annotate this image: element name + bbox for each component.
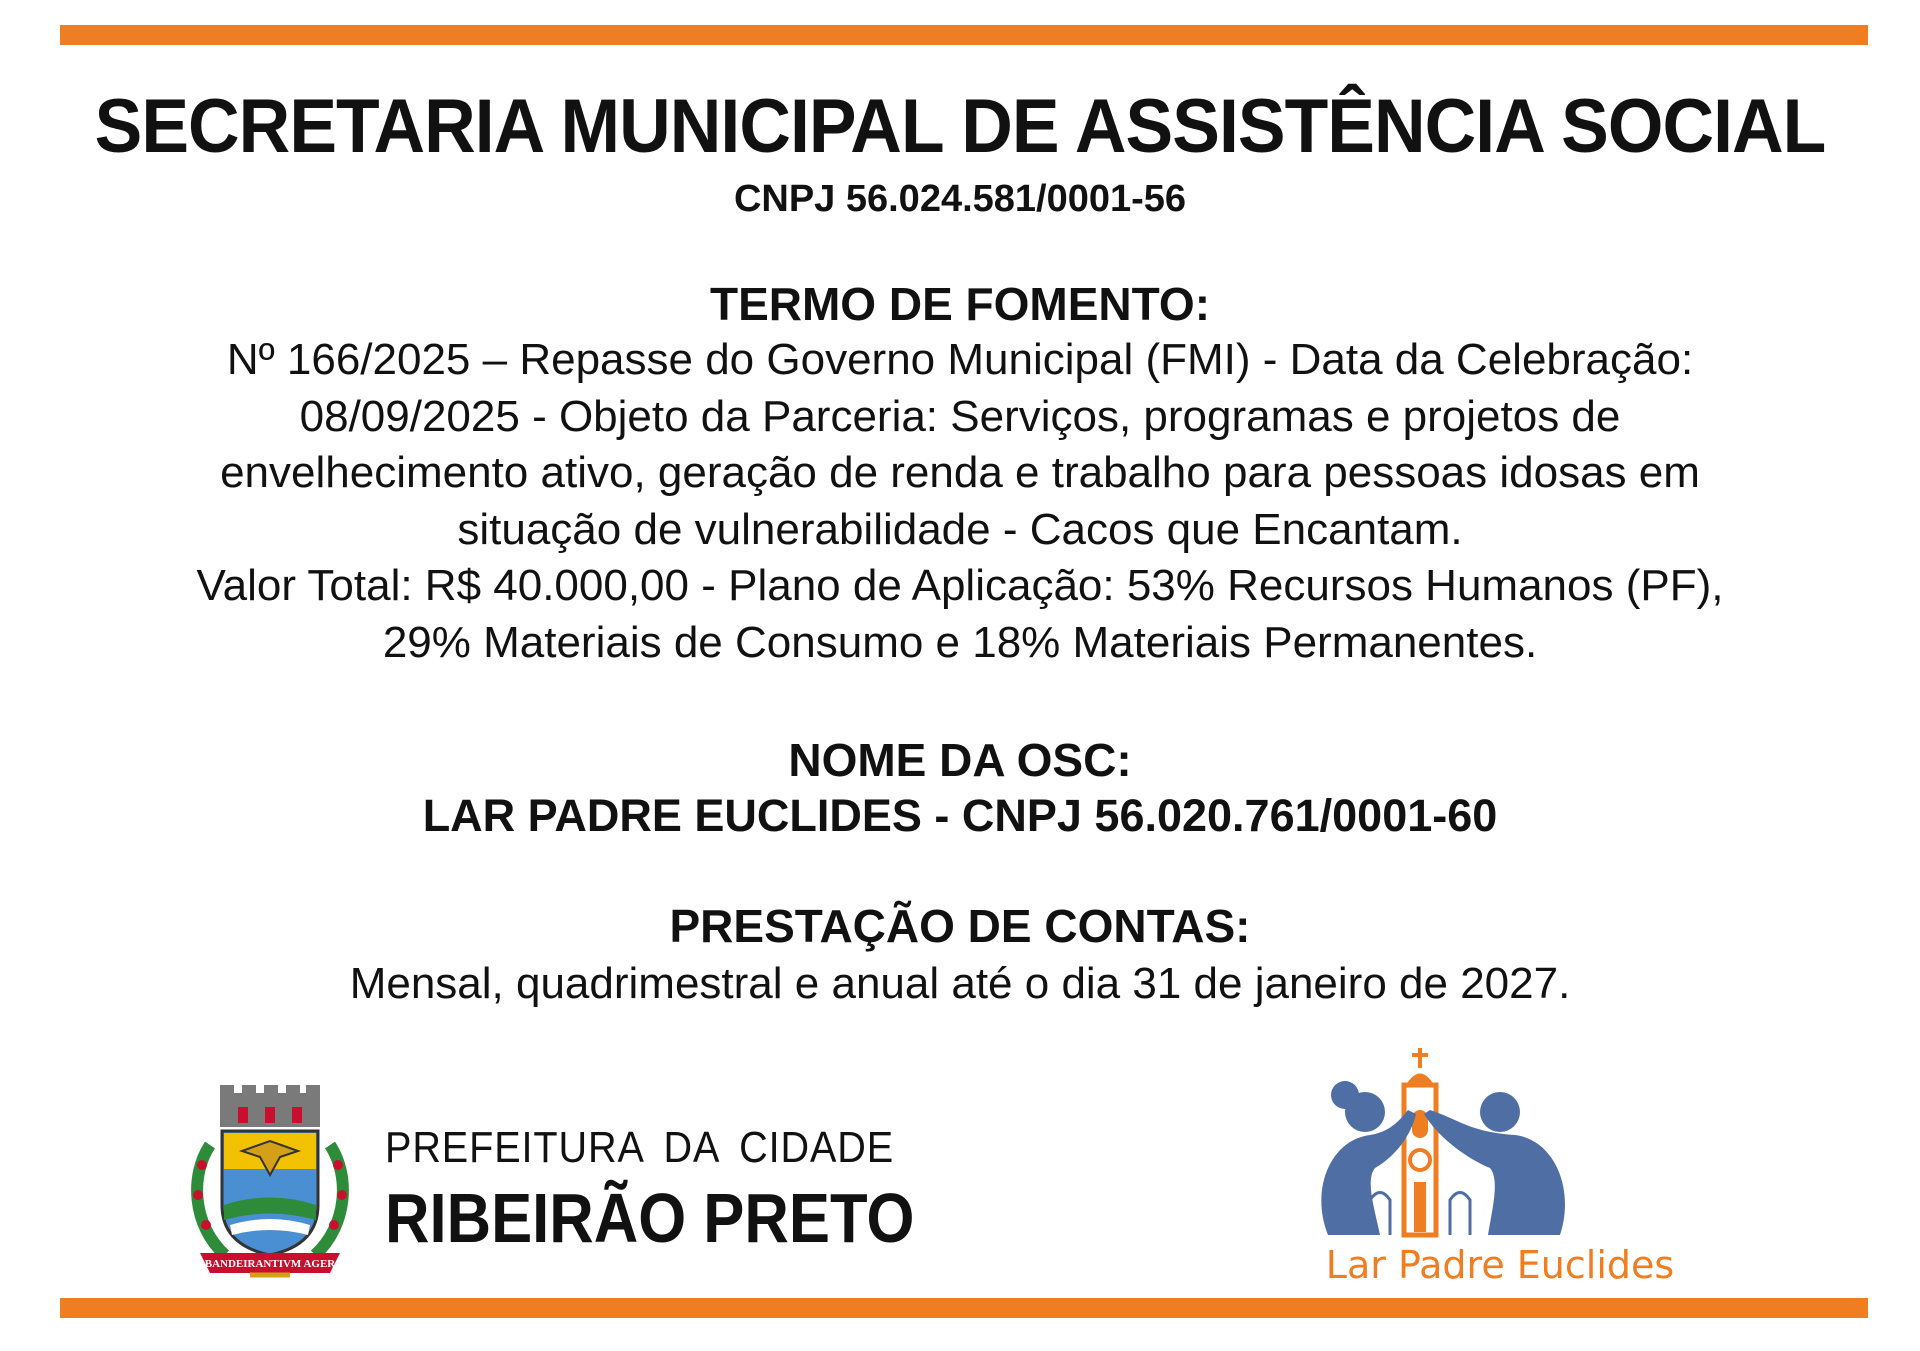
termo-line: Nº 166/2025 – Repasse do Governo Municipal (FMI) - Data da Celebração: [226, 335, 1694, 384]
termo-line: situação de vulnerabilidade - Cacos que Encantam. [457, 504, 1463, 554]
osc-name: LAR PADRE EUCLIDES - CNPJ 56.020.761/0001-60 [422, 790, 1498, 841]
page-title: SECRETARIA MUNICIPAL DE ASSISTÊNCIA SOCIAL [94, 84, 1826, 169]
secretaria-cnpj: CNPJ 56.024.581/0001-56 [733, 178, 1187, 220]
bottom-orange-bar [60, 1298, 1868, 1318]
termo-line: 29% Materiais de Consumo e 18% Materiais Permanentes. [382, 617, 1538, 667]
two-people-church-icon [1270, 1040, 1730, 1290]
prefeitura-city: RIBEIRÃO PRETO [385, 1179, 915, 1257]
termo-body [0, 332, 1920, 671]
termo-line: envelhecimento ativo, geração de renda e trabalho para pessoas idosas em [220, 448, 1700, 497]
city-coat-of-arms-icon [180, 1085, 360, 1285]
contas-heading: PRESTAÇÃO DE CONTAS: [669, 900, 1251, 952]
termo-line: Valor Total: R$ 40.000,00 - Plano de Aplicação: 53% Recursos Humanos (PF), [196, 561, 1724, 610]
termo-line: 08/09/2025 - Objeto da Parceria: Serviços, programas e projetos de [299, 391, 1621, 441]
osc-heading: NOME DA OSC: [788, 734, 1132, 786]
top-orange-bar [60, 25, 1868, 45]
prefeitura-label: PREFEITURA DA CIDADE [385, 1123, 895, 1172]
termo-heading: TERMO DE FOMENTO: [709, 278, 1211, 330]
crest-motto: BANDEIRANTIVM AGER [204, 1258, 336, 1270]
lar-logo-text: Lar Padre Euclides [1325, 1243, 1675, 1287]
contas-text: Mensal, quadrimestral e anual até o dia 31 de janeiro de 2027. [349, 959, 1571, 1008]
